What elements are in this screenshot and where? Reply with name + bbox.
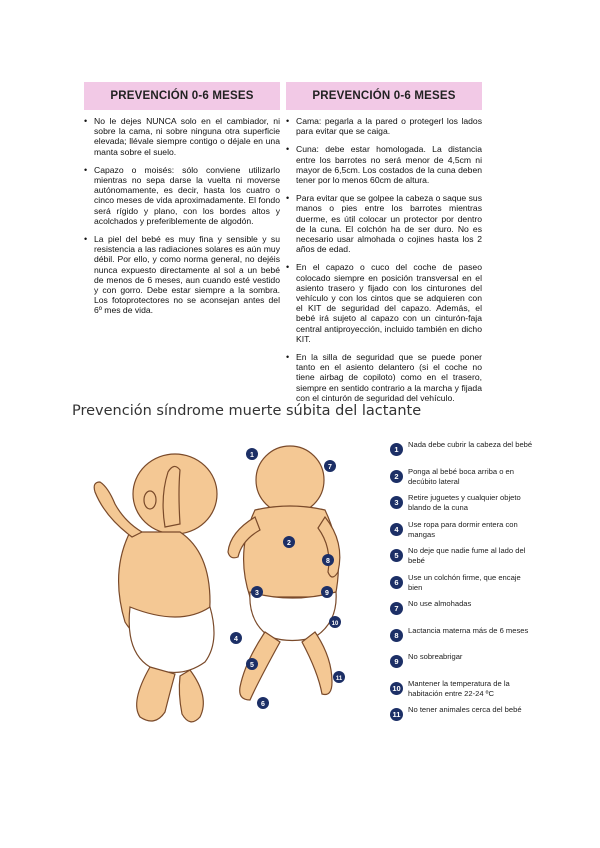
legend-number: 7: [390, 602, 403, 615]
marker-9: [321, 586, 333, 598]
marker-11: [333, 671, 345, 683]
marker-3: [251, 586, 263, 598]
marker-6: [257, 697, 269, 709]
list-item: • Capazo o moisés: sólo conviene utilizarlo mientras no sepa darse la vuelta ni moverse autónomamente, es decir, hasta los cuatro o cinco meses de vida aproximadamente. El fondo será rígido y plano, con los bordes altos y acolchados y preferiblemente de algodón.: [84, 165, 280, 226]
list-item: • En la silla de seguridad que se puede poner tanto en el asiento delantero (si el coche no tiene airbag de copiloto) como en el trasero, siempre en sentido contrario a la marcha y fijada con el cinturón de seguridad del vehículo.: [286, 352, 482, 403]
legend-text: Lactancia materna más de 6 meses: [408, 625, 529, 635]
legend-item: [390, 493, 540, 520]
list-item: • No le dejes NUNCA solo en el cambiador, ni sobre la cama, ni sobre ninguna otra superficie elevada; llévale siempre contigo o déjale en una manta sobre el suelo.: [84, 116, 280, 157]
svg-text:6: 6: [261, 701, 265, 708]
legend-number: 11: [390, 708, 403, 721]
legend-text: Retire juguetes y cualquier objeto blando de la cuna: [408, 493, 521, 512]
left-column-list: [84, 116, 280, 316]
svg-text:3: 3: [255, 590, 259, 597]
right-column-list: [286, 116, 482, 403]
marker-8: [322, 554, 334, 566]
svg-text:9: 9: [325, 590, 329, 597]
list-item: • Cuna: debe estar homologada. La distancia entre los barrotes no será menor de 4,5cm ni mayor de 6,5cm. Los costados de la cuna deben tener por lo menos 60cm de altura.: [286, 144, 482, 185]
baby-lying-left: [94, 454, 217, 722]
list-item: • La piel del bebé es muy fina y sensible y su resistencia a las radiaciones solares es aún muy débil. Por ello, y como norma general, no dejéis nunca expuesto directamente al sol a un bebé de menos de 6 meses, aun cuando esté vestido y con gorro. Debe estar siempre a la sombra. Los fotoprotectores no se aconsejan antes del 6º mes de vida.: [84, 234, 280, 316]
legend-number: 8: [390, 629, 403, 642]
legend-text: No use almohadas: [408, 599, 472, 608]
legend-text: No deje que nadie fume al lado del bebé: [408, 546, 526, 565]
svg-text:1: 1: [250, 452, 254, 459]
left-column-header: PREVENCIÓN 0-6 MESES: [84, 82, 280, 110]
legend-item: [390, 520, 540, 547]
right-column-header: PREVENCIÓN 0-6 MESES: [286, 82, 482, 110]
legend-item: [390, 546, 540, 573]
marker-2: [283, 536, 295, 548]
legend-text: Use un colchón firme, que encaje bien: [408, 572, 521, 592]
legend-text: Ponga al bebé boca arriba o en decúbito lateral: [408, 466, 514, 486]
legend-number: 3: [390, 496, 403, 509]
baby-illustration: [70, 432, 370, 732]
section-title: Prevención síndrome muerte súbita del lactante: [72, 403, 422, 419]
legend-item: [390, 573, 540, 600]
svg-text:10: 10: [331, 621, 339, 627]
svg-text:2: 2: [287, 540, 291, 547]
list-item: • Cama: pegarla a la pared o protegerl los lados para evitar que se caiga.: [286, 116, 482, 136]
svg-text:5: 5: [250, 662, 254, 669]
left-column: [84, 82, 280, 324]
legend-item: [390, 705, 540, 732]
right-column: [286, 82, 482, 411]
legend: [390, 440, 540, 732]
legend-item: [390, 599, 540, 626]
marker-4: [230, 632, 242, 644]
marker-7: [324, 460, 336, 472]
legend-number: 10: [390, 682, 403, 695]
legend-number: 9: [390, 655, 403, 668]
legend-item: [390, 440, 540, 467]
legend-text: Mantener la temperatura de la habitación entre 22-24 ºC: [408, 678, 510, 698]
legend-item: [390, 652, 540, 679]
legend-item: [390, 467, 540, 494]
list-item: • Para evitar que se golpee la cabeza o saque sus manos o pies entre los barrotes mientras duerme, es útil colocar un protector por dentro de la cuna. El colchón ha de ser duro. No es necesario usar almohada o cojines hasta los 2 años de edad.: [286, 193, 482, 254]
baby-standing-right: [228, 446, 340, 700]
legend-number: 4: [390, 523, 403, 536]
legend-text: Use ropa para dormir entera con mangas: [408, 519, 518, 539]
legend-text: No tener animales cerca del bebé: [408, 705, 522, 714]
list-item: • En el capazo o cuco del coche de paseo colocado siempre en posición transversal en el asiento trasero y fijado con los cinturones del vehículo y con los cintos que se adquieren con el KIT de seguridad del capazo. Además, el bebé irá sujeto al capazo con un cinturón-faja central antiproyección, incluido también en dicho KIT.: [286, 262, 482, 344]
legend-text: No sobreabrigar: [408, 652, 463, 661]
marker-5: [246, 658, 258, 670]
marker-10: [329, 616, 341, 628]
legend-number: 5: [390, 549, 403, 562]
svg-text:7: 7: [328, 464, 332, 471]
legend-number: 1: [390, 443, 403, 456]
marker-1: [246, 448, 258, 460]
legend-number: 6: [390, 576, 403, 589]
svg-text:8: 8: [326, 558, 330, 565]
legend-item: [390, 679, 540, 706]
legend-number: 2: [390, 470, 403, 483]
svg-text:4: 4: [234, 636, 238, 643]
legend-text: Nada debe cubrir la cabeza del bebé: [408, 440, 533, 449]
legend-item: [390, 626, 540, 653]
svg-text:11: 11: [335, 676, 343, 682]
